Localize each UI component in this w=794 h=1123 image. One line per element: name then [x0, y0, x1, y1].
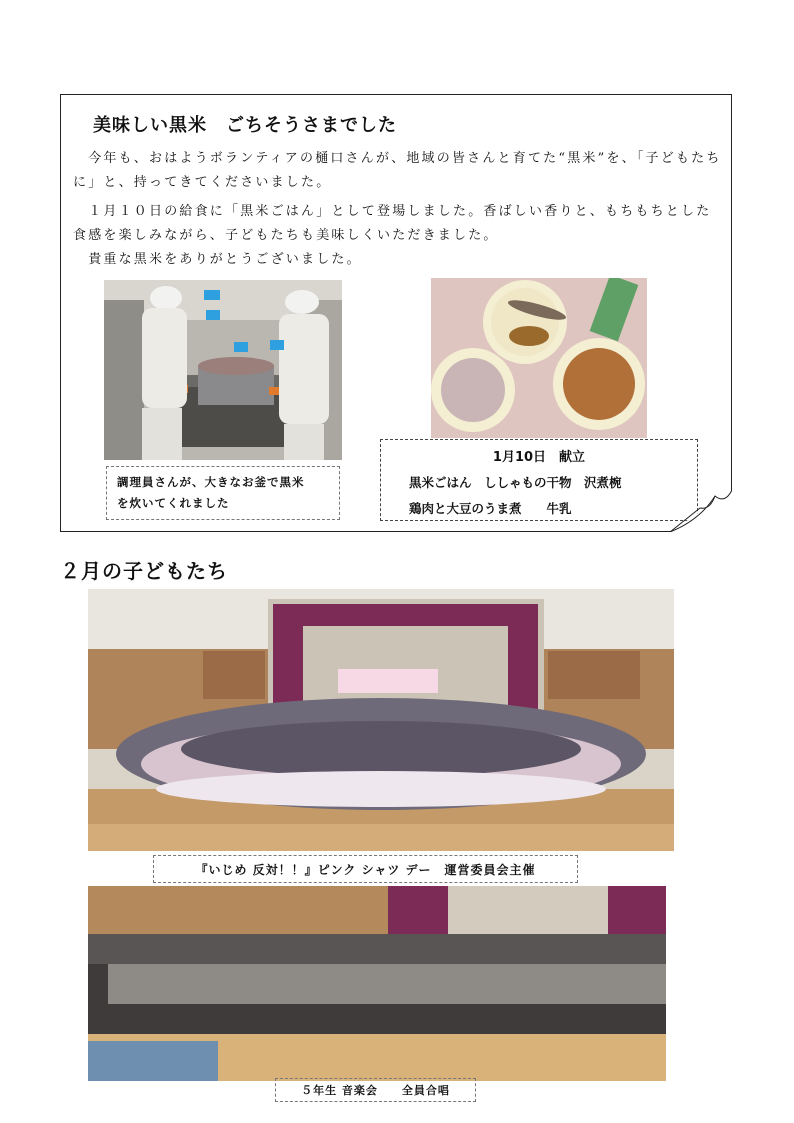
pink-shirt-day-caption: 『いじめ 反対！！』ピンク シャツ デー 運営委員会主催: [153, 855, 578, 883]
article-paragraph-3: 貴重な黒米をありがとうございました。: [73, 252, 362, 267]
menu-title: 1月10日 献立: [492, 450, 586, 465]
page-curl-decoration: [670, 490, 732, 532]
menu-line-2: 鶏肉と大豆のうま煮 牛乳: [409, 501, 572, 516]
article-box: [60, 94, 732, 532]
menu-caption: [380, 439, 698, 521]
menu-line-1: 黒米ごはん ししゃもの干物 沢煮椀: [409, 475, 622, 490]
cooking-caption: [106, 466, 340, 520]
article-paragraph-1: 今年も、おはようボランティアの樋口さんが、地域の皆さんと育てた“黒米”を、「子どもたちに」と、持ってきてくださいました。: [73, 151, 722, 190]
cooking-photo: [104, 280, 342, 460]
article-paragraph-2: １月１０日の給食に「黒米ごはん」として登場しました。香ばしい香りと、もちもちとした食感を楽しみながら、子どもたちも美味しくいただきました。: [73, 204, 712, 243]
lunch-photo: [431, 278, 647, 438]
section-title: ２月の子どもたち: [60, 559, 228, 583]
music-concert-photo: [88, 886, 666, 1081]
pink-shirt-day-photo: [88, 589, 674, 851]
cooking-caption-line-1: 調理員さんが、大きなお釜で黒米: [117, 475, 305, 489]
article-title: 美味しい黒米 ごちそうさまでした: [93, 115, 397, 136]
cooking-caption-line-2: を炊いてくれました: [117, 496, 230, 510]
music-concert-caption: ５年生 音楽会 全員合唱: [275, 1078, 476, 1102]
